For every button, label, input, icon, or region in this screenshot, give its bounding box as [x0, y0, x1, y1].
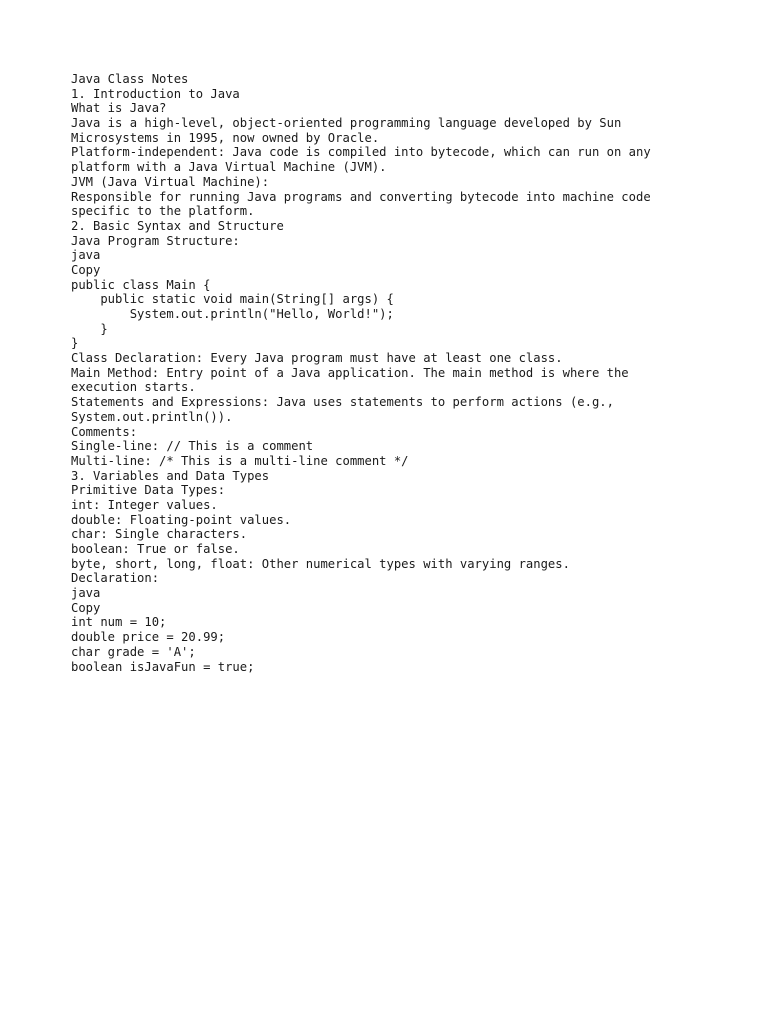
text-line: byte, short, long, float: Other numerical types with varying ranges.: [71, 556, 570, 571]
code-line: int num = 10;: [71, 615, 167, 630]
text-line: Java is a high-level, object-oriented programming language developed by Sun: [71, 116, 622, 131]
text-line: int: Integer values.: [71, 497, 218, 512]
text-line: Responsible for running Java programs and converting bytecode into machine code: [71, 189, 651, 204]
text-line: Platform-independent: Java code is compiled into bytecode, which can run on any: [71, 145, 651, 160]
text-line: System.out.println()).: [71, 409, 233, 424]
subheading-primitive-types: Primitive Data Types:: [71, 483, 226, 498]
code-line: System.out.println("Hello, World!");: [71, 307, 394, 321]
section-heading-syntax: 2. Basic Syntax and Structure: [71, 218, 284, 233]
section-heading-introduction: 1. Introduction to Java: [71, 86, 240, 101]
copy-label: Copy: [71, 262, 101, 277]
code-line: }: [71, 336, 79, 351]
text-line: specific to the platform.: [71, 204, 255, 219]
section-heading-variables: 3. Variables and Data Types: [71, 468, 270, 483]
subheading-declaration: Declaration:: [71, 571, 160, 586]
subheading-comments: Comments:: [71, 424, 138, 439]
text-line: double: Floating-point values.: [71, 512, 292, 527]
code-language-label: java: [71, 586, 101, 601]
document-page: [71, 72, 731, 674]
doc-title: Java Class Notes: [71, 72, 189, 86]
copy-label: Copy: [71, 600, 101, 615]
text-line: boolean: True or false.: [71, 542, 240, 556]
text-line: char: Single characters.: [71, 527, 248, 542]
text-line: platform with a Java Virtual Machine (JVM).: [71, 160, 387, 175]
text-line: Class Declaration: Every Java program must have at least one class.: [71, 351, 563, 366]
code-line: public class Main {: [71, 277, 211, 292]
text-line: Multi-line: /* This is a multi-line comment */: [71, 453, 409, 468]
subheading-what-is-java: What is Java?: [71, 101, 167, 116]
code-line: boolean isJavaFun = true;: [71, 659, 255, 674]
code-line: double price = 20.99;: [71, 630, 226, 645]
text-line: Single-line: // This is a comment: [71, 439, 314, 454]
code-line: char grade = 'A';: [71, 644, 196, 659]
code-line: public static void main(String[] args) {: [71, 292, 394, 307]
text-line: Statements and Expressions: Java uses statements to perform actions (e.g.,: [71, 395, 614, 410]
code-line: }: [71, 321, 108, 336]
code-language-label: java: [71, 248, 101, 263]
text-line: Main Method: Entry point of a Java application. The main method is where the: [71, 365, 629, 380]
text-line: execution starts.: [71, 380, 196, 395]
subheading-program-structure: Java Program Structure:: [71, 233, 240, 248]
text-line: Microsystems in 1995, now owned by Oracle.: [71, 130, 380, 145]
subheading-jvm: JVM (Java Virtual Machine):: [71, 174, 270, 189]
